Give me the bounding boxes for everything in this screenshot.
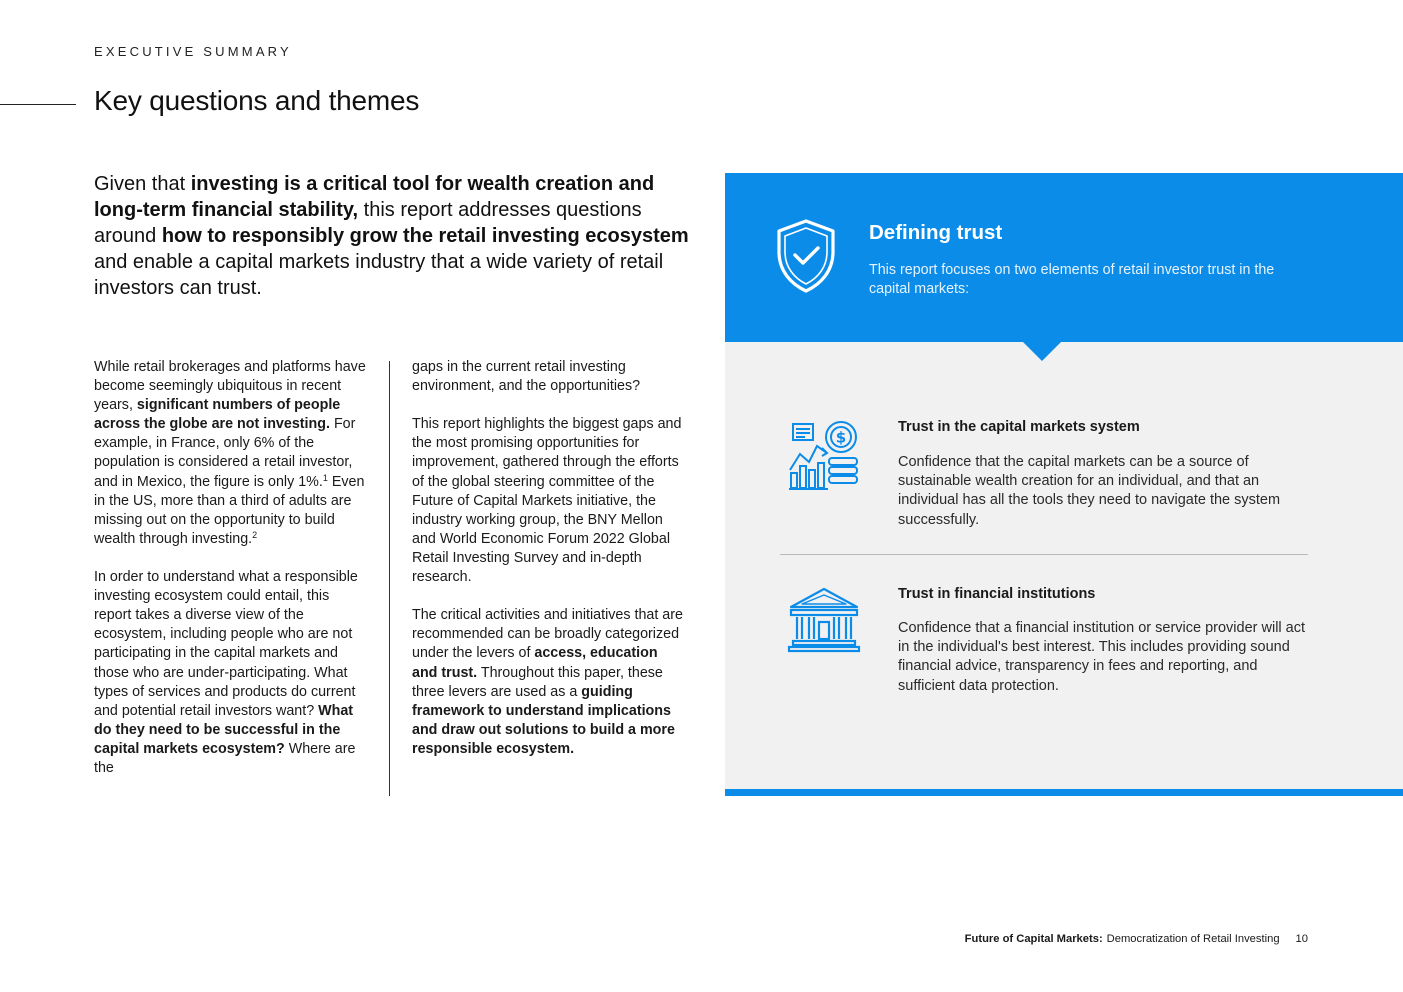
trust-item-title-1: Trust in the capital markets system — [898, 419, 1140, 435]
finance-growth-icon — [787, 418, 861, 492]
left-paragraph-2 — [94, 568, 370, 778]
trust-item-title-2: Trust in financial institutions — [898, 586, 1096, 602]
footnote-ref-2[interactable]: 2 — [252, 529, 258, 540]
panel-intro-text: This report focuses on two elements of retail investor trust in the capital markets: — [869, 262, 1275, 297]
defining-trust-panel — [725, 173, 1403, 796]
right-paragraph-2: This report highlights the biggest gaps and the most promising opportunities for improvement, gathered through the efforts of the global steering committee of the Future of Capital Markets initiative, the industry working group, the BNY Mellon and World Economic Forum 2022 Global Retail Investing Survey and in-depth research. — [412, 416, 682, 586]
body-column-left — [94, 358, 370, 797]
page-number: 10 — [1295, 933, 1308, 945]
body-column-right — [412, 358, 684, 778]
intro-bold-2: how to responsibly grow the retail investing ecosystem — [161, 225, 689, 247]
right-paragraph-3 — [412, 606, 684, 759]
panel-divider — [780, 554, 1308, 555]
lp1-text-3: Even in the US, more than a third of adults are missing out on the opportunity to build wealth through investing. — [94, 473, 365, 547]
lp2-text-1: In order to understand what a responsible investing ecosystem could entail, this report takes a diverse view of the ecosystem, including people who are not participating in the capital markets and those who are under-participating. What types of services and products do current and potential retail investors want? — [94, 569, 358, 719]
intro-text-3: and enable a capital markets industry that a wide variety of retail investors can trust. — [94, 251, 664, 299]
page-footer — [965, 933, 1308, 945]
right-paragraph-1: gaps in the current retail investing environment, and the opportunities? — [412, 359, 641, 395]
footnote-ref-1[interactable]: 1 — [322, 472, 328, 483]
lp2-text-2: Where are the — [94, 740, 356, 776]
panel-title: Defining trust — [869, 221, 1003, 244]
rp3-bold-1: access, education and trust. — [412, 645, 658, 681]
panel-body — [725, 342, 1403, 789]
intro-bold-1: investing is a critical tool for wealth creation and long-term financial stability, — [94, 173, 655, 221]
lp1-bold-1: significant numbers of people across the globe are not investing. — [94, 397, 341, 433]
page-title: Key questions and themes — [94, 85, 420, 116]
bank-building-icon — [787, 586, 861, 654]
rp3-bold-2: guiding framework to understand implications and draw out solutions to build a more responsible ecosystem. — [412, 683, 675, 757]
footer-publication: Future of Capital Markets: — [964, 933, 1103, 945]
section-eyebrow: EXECUTIVE SUMMARY — [94, 44, 292, 59]
column-divider — [389, 361, 390, 796]
lp1-text-2: For example, in France, only 6% of the population is considered a retail investor, and in Mexico, the figure is only 1%. — [94, 416, 356, 490]
svg-text:$: $ — [835, 428, 847, 447]
intro-paragraph — [94, 171, 694, 301]
rp3-text-1: The critical activities and initiatives that are recommended can be broadly categorized under the levers of — [412, 607, 683, 662]
lp1-text-1: While retail brokerages and platforms have become seemingly ubiquitous in recent years, — [94, 359, 366, 414]
lp2-bold-1: What do they need to be successful in the capital markets ecosystem? — [94, 702, 354, 757]
panel-notch — [1023, 342, 1061, 361]
left-paragraph-1 — [94, 358, 370, 549]
trust-item-text-1: Confidence that the capital markets can be a source of sustainable wealth creation for an individual, and that an individual has all the tools they need to navigate the system successfully. — [898, 454, 1281, 528]
panel-bottom-bar — [725, 789, 1403, 796]
intro-text-2: this report addresses questions around — [94, 199, 642, 247]
rp3-text-2: Throughout this paper, these three levers are used as a — [412, 664, 663, 700]
trust-item-text-2: Confidence that a financial institution or service provider will act in the individual's best interest. This includes providing sound financial advice, transparency in fees and reporting, and sufficient data protection. — [898, 620, 1306, 694]
footer-subtitle: Democratization of Retail Investing — [1106, 933, 1280, 945]
intro-text-1: Given that — [94, 173, 191, 195]
title-rule — [0, 104, 76, 105]
shield-check-icon — [775, 218, 837, 294]
